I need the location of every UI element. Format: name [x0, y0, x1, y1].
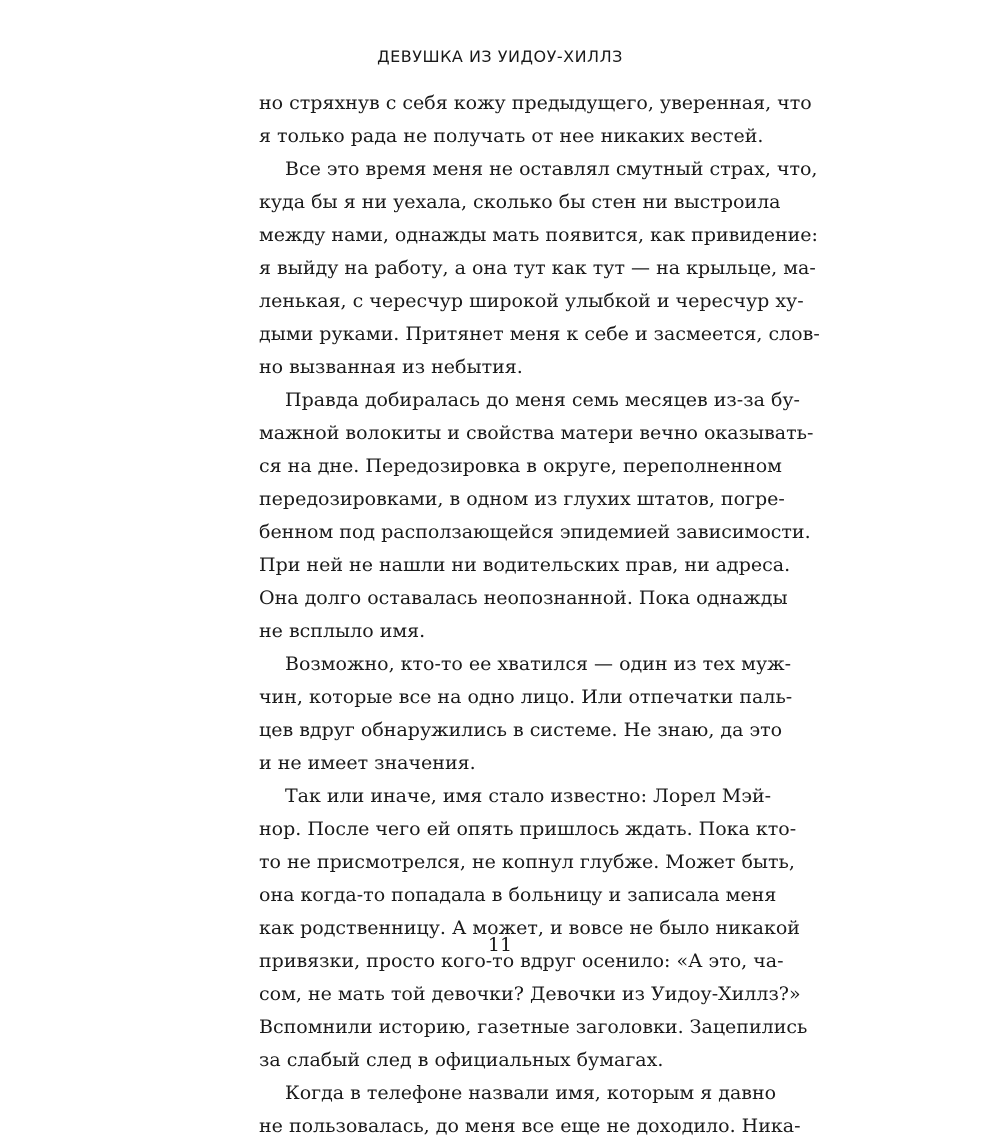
text-line: ленькая, с чересчур широкой улыбкой и чересчур ху-: [259, 290, 804, 312]
running-head: ДЕВУШКА ИЗ УИДОУ-ХИЛЛЗ: [377, 47, 623, 66]
text-line: я выйду на работу, а она тут как тут — на крыльце, ма-: [259, 257, 816, 279]
text-line: то не присмотрелся, не копнул глубже. Может быть,: [259, 851, 795, 873]
text-line: нор. После чего ей опять пришлось ждать. Пока кто-: [259, 818, 797, 840]
text-line: чин, которые все на одно лицо. Или отпечатки паль-: [259, 686, 793, 708]
text-line: Она долго оставалась неопознанной. Пока однажды: [259, 587, 788, 609]
text-line: между нами, однажды мать появится, как привидение:: [259, 224, 818, 246]
page-number: 11: [487, 934, 513, 956]
body-text: [259, 87, 820, 1143]
text-line: Так или иначе, имя стало известно: Лорел Мэй-: [285, 785, 772, 807]
text-line: цев вдруг обнаружились в системе. Не знаю, да это: [259, 719, 783, 741]
text-line: дыми руками. Притянет меня к себе и засмеется, слов-: [259, 323, 820, 345]
text-line: ся на дне. Передозировка в округе, переполненном: [259, 455, 782, 477]
text-line: Вспомнили историю, газетные заголовки. Зацепились: [259, 1016, 808, 1038]
text-line: она когда-то попадала в больницу и записала меня: [259, 884, 777, 906]
text-line: я только рада не получать от нее никаких вестей.: [259, 125, 764, 147]
text-line: но вызванная из небытия.: [259, 356, 523, 378]
text-line: Все это время меня не оставлял смутный страх, что,: [285, 158, 818, 180]
text-line: Возможно, кто-то ее хватился — один из тех муж-: [285, 653, 792, 675]
text-line: куда бы я ни уехала, сколько бы стен ни выстроила: [259, 191, 781, 213]
text-line: не пользовалась, до меня все еще не доходило. Ника-: [259, 1115, 801, 1137]
text-line: При ней не нашли ни водительских прав, ни адреса.: [259, 554, 791, 576]
text-line: передозировками, в одном из глухих штатов, погре-: [259, 488, 785, 510]
text-line: бенном под расползающейся эпидемией зависимости.: [259, 521, 811, 543]
text-line: Правда добиралась до меня семь месяцев из-за бу-: [285, 389, 800, 411]
text-line: за слабый след в официальных бумагах.: [259, 1049, 664, 1071]
text-line: и не имеет значения.: [259, 752, 476, 774]
text-line: но стряхнув с себя кожу предыдущего, уверенная, что: [259, 92, 812, 114]
text-line: Когда в телефоне назвали имя, которым я давно: [285, 1082, 777, 1104]
text-line: сом, не мать той девочки? Девочки из Уидоу-Хиллз?»: [259, 983, 801, 1005]
text-line: мажной волокиты и свойства матери вечно оказывать-: [259, 422, 814, 444]
text-line: как родственницу. А может, и вовсе не было никакой: [259, 917, 800, 939]
text-line: привязки, просто кого-то вдруг осенило: «А это, ча-: [259, 950, 784, 972]
text-line: не всплыло имя.: [259, 620, 426, 642]
